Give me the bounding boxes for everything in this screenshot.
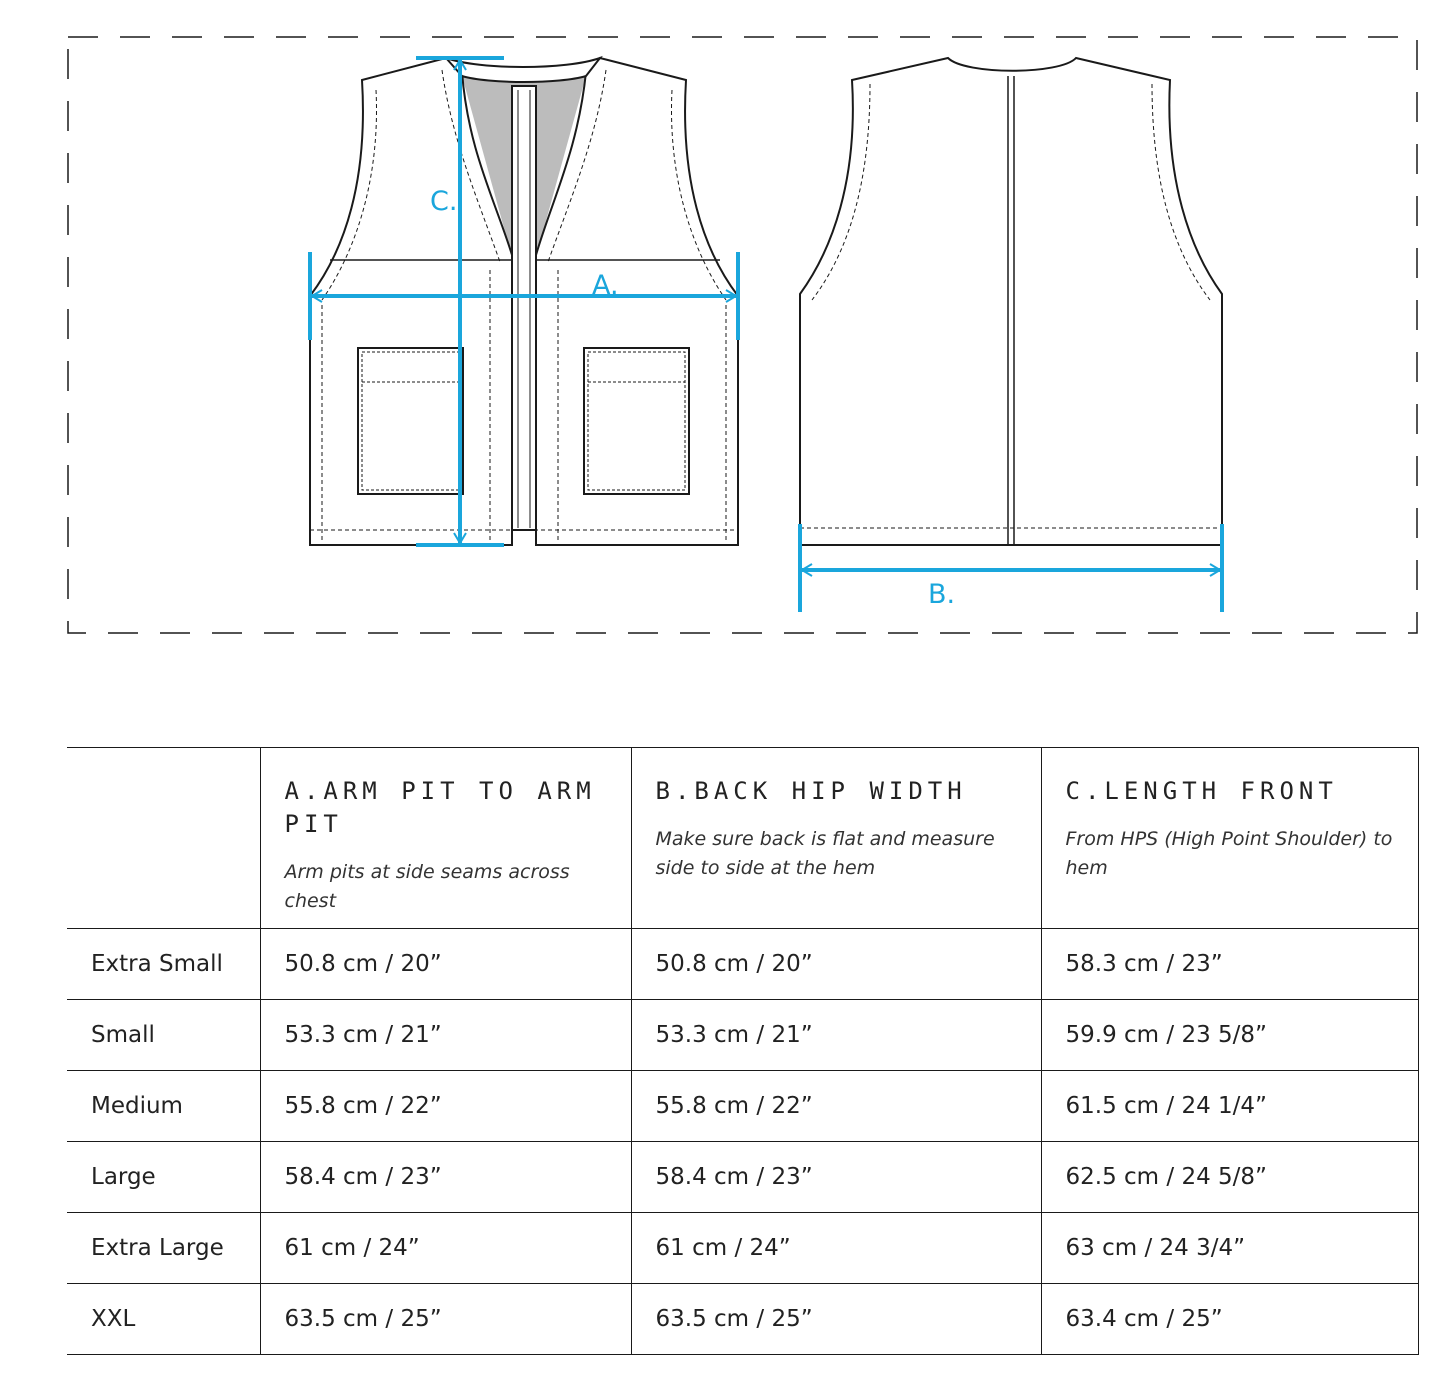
left-chest-pocket bbox=[358, 348, 463, 494]
table-header-row bbox=[67, 748, 1418, 929]
header-back-hip bbox=[631, 748, 1041, 929]
size-label: XXL bbox=[67, 1284, 260, 1355]
column-note: Make sure back is flat and measure side to side at the hem bbox=[655, 828, 995, 879]
arm-pit-value: 58.4 cm / 23” bbox=[260, 1142, 631, 1213]
size-label: Extra Small bbox=[67, 929, 260, 1000]
vest-front-illustration bbox=[310, 58, 738, 545]
arm-pit-value: 61 cm / 24” bbox=[260, 1213, 631, 1284]
vest-measurement-diagram bbox=[0, 0, 1445, 650]
table-row bbox=[67, 929, 1418, 1000]
table-row bbox=[67, 1213, 1418, 1284]
table-row bbox=[67, 1000, 1418, 1071]
length-front-value: 63 cm / 24 3/4” bbox=[1041, 1213, 1418, 1284]
back-hip-value: 55.8 cm / 22” bbox=[631, 1071, 1041, 1142]
length-front-value: 61.5 cm / 24 1/4” bbox=[1041, 1071, 1418, 1142]
back-hip-value: 50.8 cm / 20” bbox=[631, 929, 1041, 1000]
arm-pit-value: 53.3 cm / 21” bbox=[260, 1000, 631, 1071]
length-front-value: 58.3 cm / 23” bbox=[1041, 929, 1418, 1000]
label-b: B. bbox=[928, 579, 956, 610]
header-size-cell bbox=[67, 748, 260, 929]
collar-band bbox=[446, 58, 600, 82]
table-row bbox=[67, 1142, 1418, 1213]
back-hip-value: 61 cm / 24” bbox=[631, 1213, 1041, 1284]
size-chart-table bbox=[67, 747, 1419, 1355]
length-front-value: 63.4 cm / 25” bbox=[1041, 1284, 1418, 1355]
back-hip-value: 58.4 cm / 23” bbox=[631, 1142, 1041, 1213]
arm-pit-value: 63.5 cm / 25” bbox=[260, 1284, 631, 1355]
column-note: Arm pits at side seams across chest bbox=[284, 861, 570, 912]
vest-back-illustration bbox=[800, 58, 1222, 545]
length-front-value: 59.9 cm / 23 5/8” bbox=[1041, 1000, 1418, 1071]
length-front-value: 62.5 cm / 24 5/8” bbox=[1041, 1142, 1418, 1213]
table-row bbox=[67, 1071, 1418, 1142]
size-label: Medium bbox=[67, 1071, 260, 1142]
header-length-front bbox=[1041, 748, 1418, 929]
table-row bbox=[67, 1284, 1418, 1355]
header-arm-pit bbox=[260, 748, 631, 929]
arm-pit-value: 55.8 cm / 22” bbox=[260, 1071, 631, 1142]
back-hip-value: 63.5 cm / 25” bbox=[631, 1284, 1041, 1355]
column-note: From HPS (High Point Shoulder) to hem bbox=[1065, 828, 1393, 879]
column-title: A.ARM PIT TO ARM PIT bbox=[284, 777, 596, 838]
arm-pit-value: 50.8 cm / 20” bbox=[260, 929, 631, 1000]
size-label: Extra Large bbox=[67, 1213, 260, 1284]
size-label: Small bbox=[67, 1000, 260, 1071]
column-title: B.BACK HIP WIDTH bbox=[655, 777, 967, 805]
label-a: A. bbox=[592, 270, 619, 301]
back-hip-value: 53.3 cm / 21” bbox=[631, 1000, 1041, 1071]
right-chest-pocket bbox=[584, 348, 689, 494]
back-panel bbox=[800, 58, 1222, 545]
column-title: C.LENGTH FRONT bbox=[1065, 777, 1338, 805]
size-label: Large bbox=[67, 1142, 260, 1213]
label-c: C. bbox=[430, 186, 458, 217]
zipper-placket bbox=[512, 86, 536, 530]
